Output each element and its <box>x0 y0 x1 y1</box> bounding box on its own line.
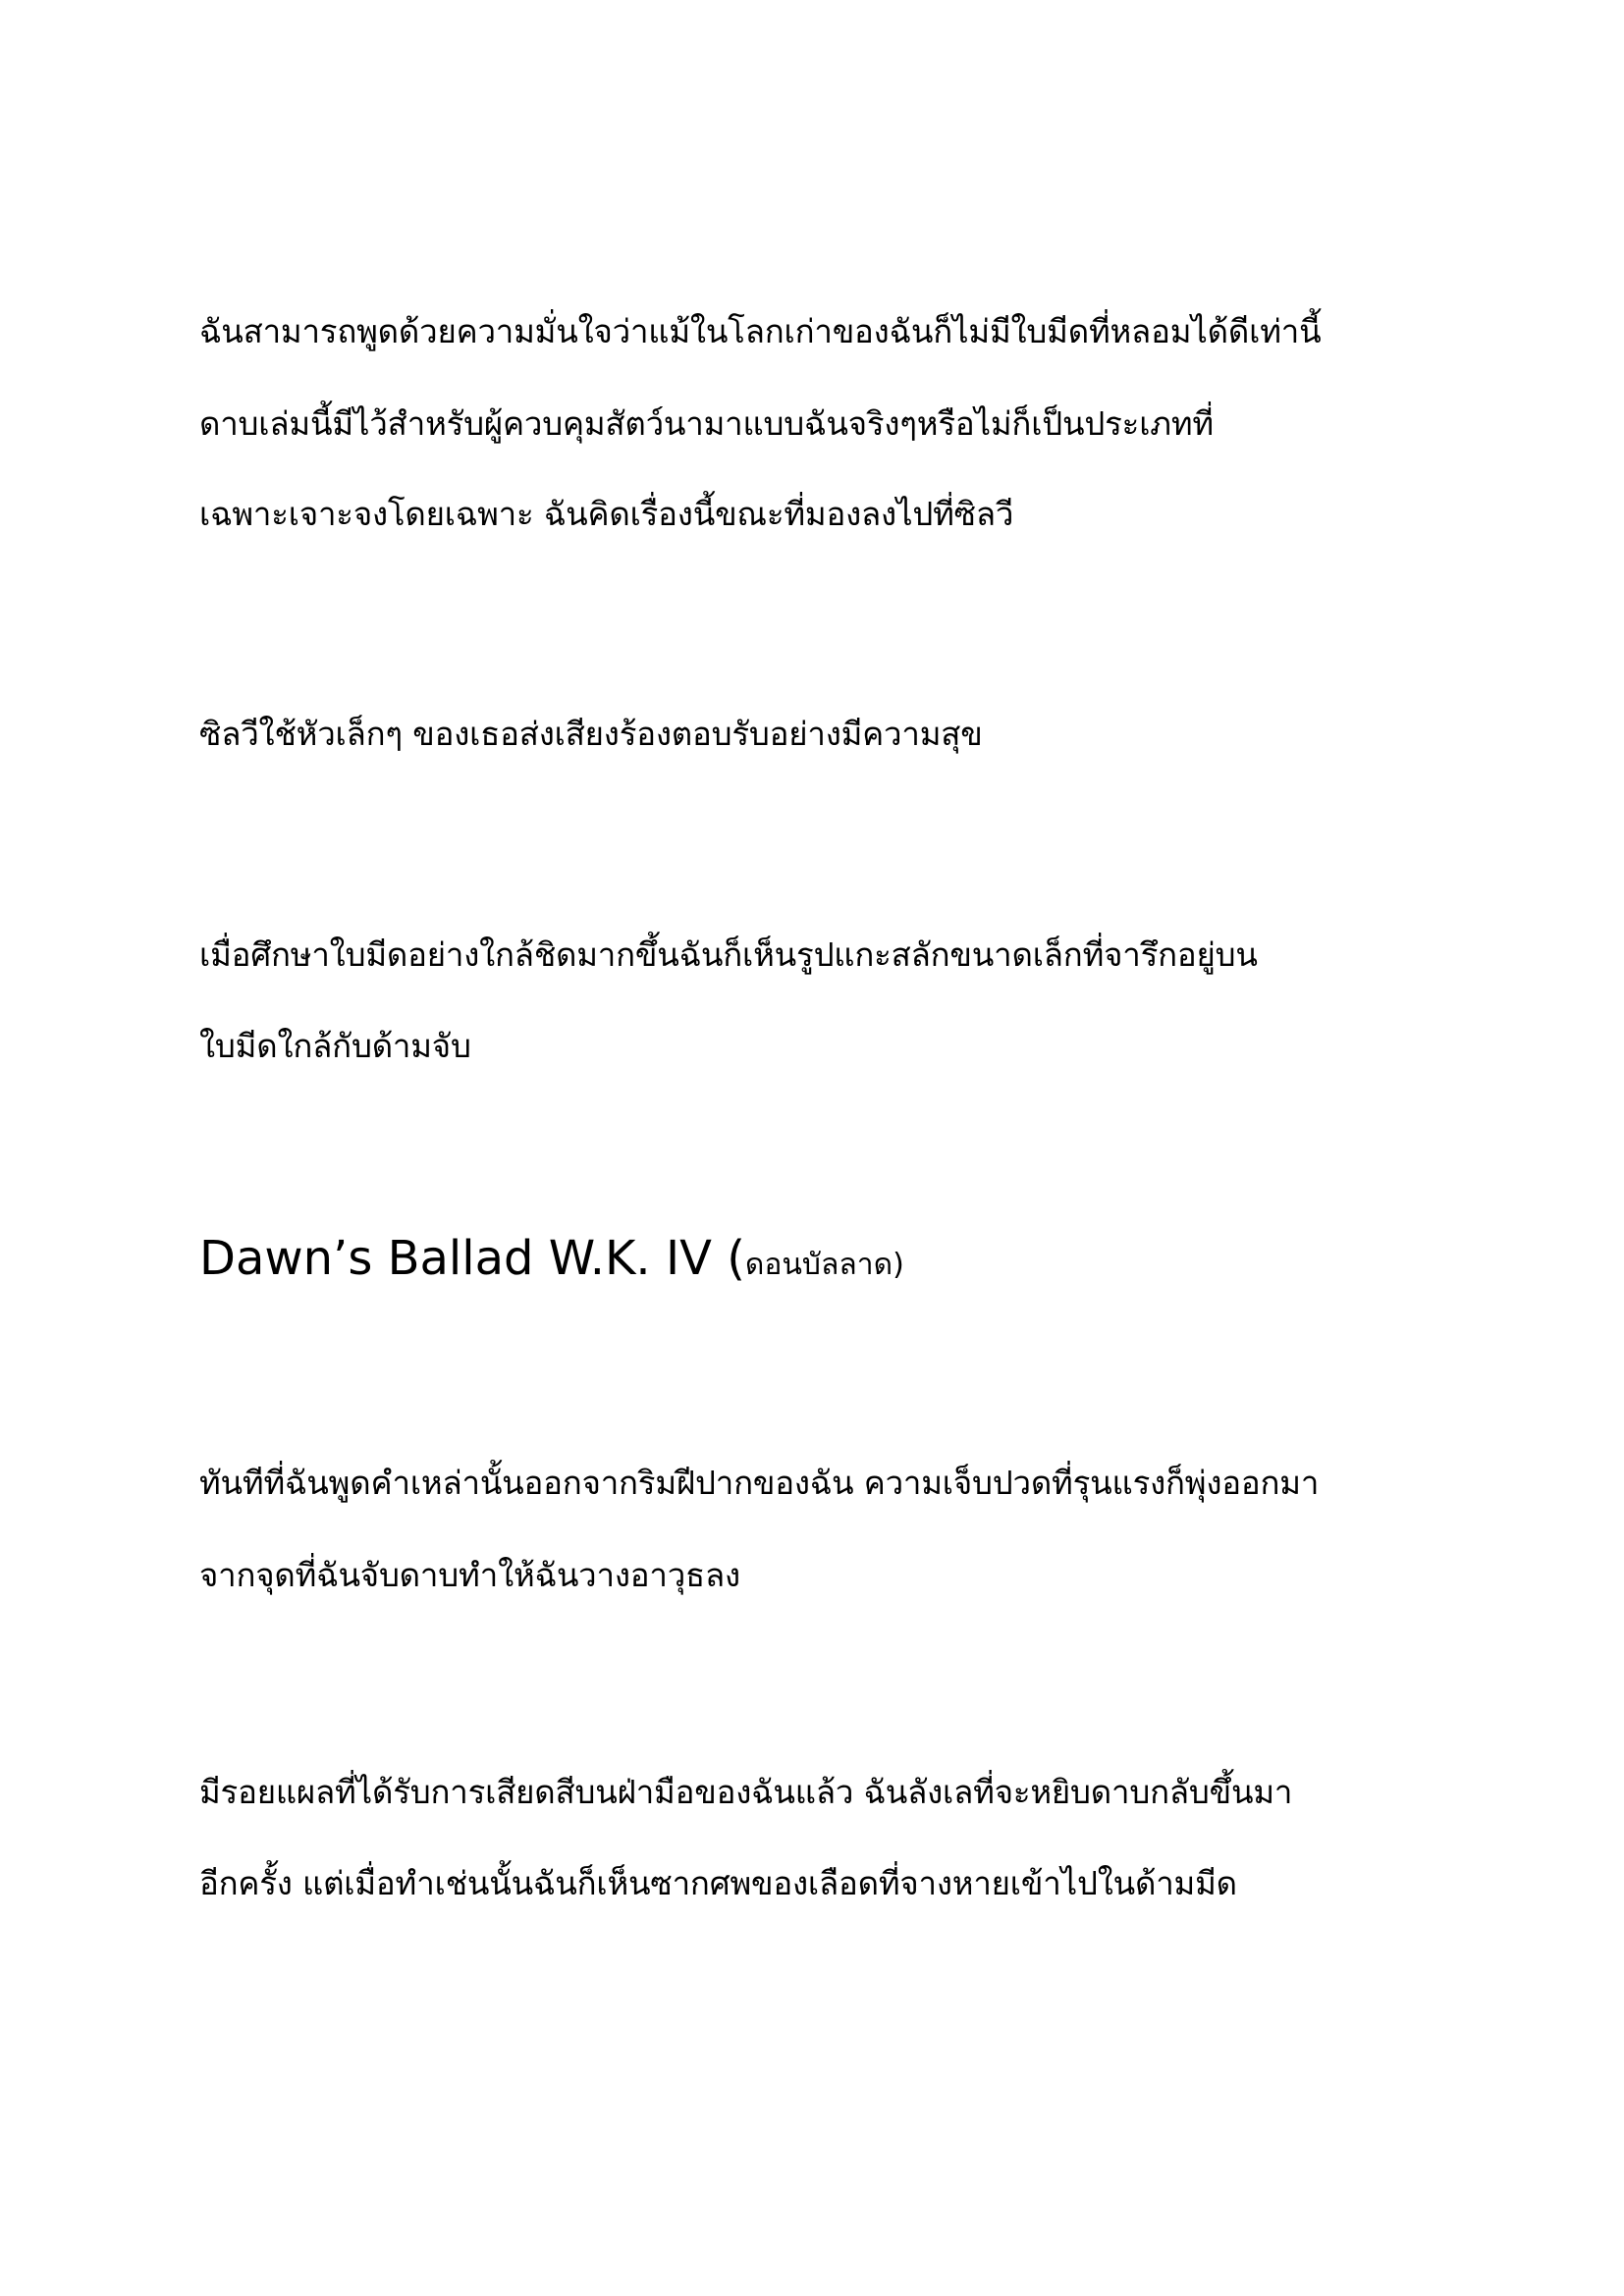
heading-thai: ดอนบัลลาด) <box>744 1248 904 1282</box>
paragraph-2-line-1: ซิลวีใช้หัวเล็กๆ ของเธอส่งเสียงร้องตอบรับอย่างมีความสุข <box>199 715 983 753</box>
paragraph-1-line-1: ฉันสามารถพูดด้วยความมั่นใจว่าแม้ในโลกเก่าของฉันก็ไม่มีใบมีดที่หลอมได้ดีเท่านี้ <box>199 312 1322 350</box>
section-heading <box>199 1229 904 1295</box>
paragraph-5-line-2: อีกครั้ง แต่เมื่อทำเช่นนั้นฉันก็เห็นซากศพของเลือดที่จางหายเข้าไปในด้ามมีด <box>199 1864 1237 1902</box>
paragraph-4-line-2: จากจุดที่ฉันจับดาบทำให้ฉันวางอาวุธลง <box>199 1556 740 1594</box>
paragraph-1-line-2: ดาบเล่มนี้มีไว้สำหรับผู้ควบคุมสัตว์นามาแบบฉันจริงๆหรือไม่ก็เป็นประเภทที่ <box>199 404 1214 443</box>
paragraph-4-line-1: ทันทีที่ฉันพูดคำเหล่านั้นออกจากริมฝีปากของฉัน ความเจ็บปวดที่รุนแรงก็พุ่งออกมา <box>199 1464 1320 1502</box>
paragraph-3-line-1: เมื่อศึกษาใบมีดอย่างใกล้ชิดมากขึ้นฉันก็เห็นรูปแกะสลักขนาดเล็กที่จารึกอยู่บน <box>199 935 1258 974</box>
paragraph-5-line-1: มีรอยแผลที่ได้รับการเสียดสีบนฝ่ามือของฉันแล้ว ฉันลังเลที่จะหยิบดาบกลับขึ้นมา <box>199 1773 1293 1811</box>
heading-english: Dawn’s Ballad W.K. IV ( <box>199 1231 745 1286</box>
paragraph-3-line-2: ใบมีดใกล้กับด้ามจับ <box>199 1027 471 1065</box>
paragraph-1-line-3: เฉพาะเจาะจงโดยเฉพาะ ฉันคิดเรื่องนี้ขณะที่มองลงไปที่ซิลวี <box>199 495 1014 533</box>
